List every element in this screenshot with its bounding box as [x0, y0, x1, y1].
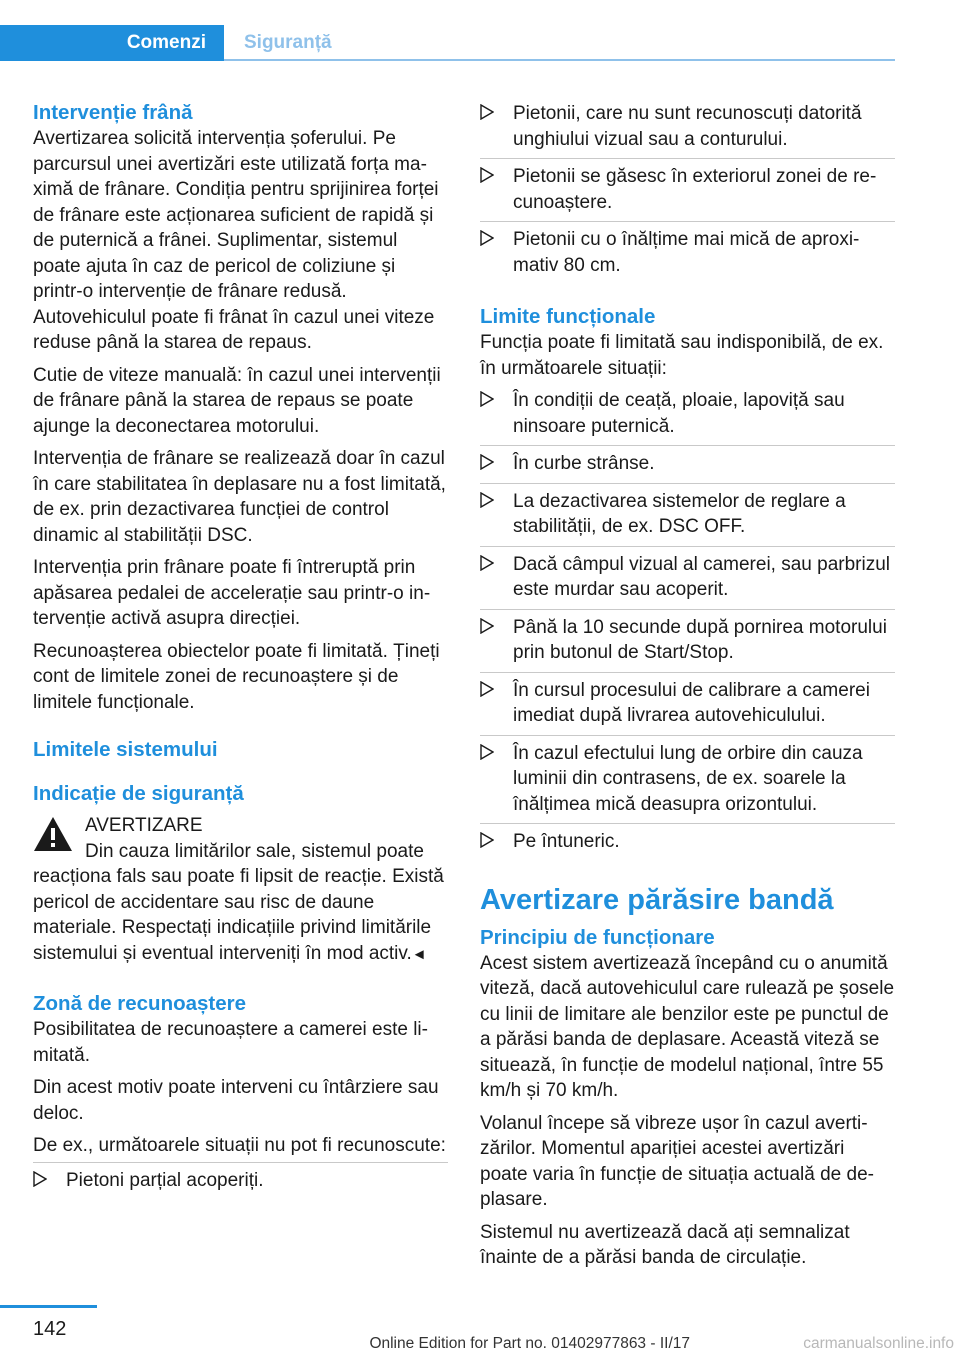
warning-text-line1: Din cauza limitărilor sale, sistemul poate [85, 840, 424, 862]
list-item: La dezactivarea sistemelor de reglare a stabilității, de ex. DSC OFF. [480, 483, 895, 546]
paragraph: Avertizarea solicită intervenția șoferului. Pe parcursul unei avertizări este utilizată forța maximă de frânare. Condiția pentru sprijinirea forței de frânare este acționarea suficient de rapidă și de puternică a frânei. Suplimentar, sistemul poate ajuta în caz de pericol de coliziune și printr-o intervenție de frânare redusă. Autovehiculul poate fi frânat în cazul unei viteze reduse până la starea de repaus. [33, 128, 439, 353]
tab-underline [224, 59, 895, 61]
triangle-bullet-icon [480, 230, 494, 246]
triangle-bullet-icon [480, 681, 494, 697]
paragraph: Posibilitatea de recunoaștere a camerei este limitată. [33, 1019, 428, 1066]
triangle-bullet-icon [480, 832, 494, 848]
list-item: Pietonii, care nu sunt recunoscuți datorită unghiului vizual sau a conturului. [480, 96, 895, 158]
list-item: Pietonii se găsesc în exteriorul zonei de recunoaștere. [480, 158, 895, 221]
bullet-list [480, 96, 895, 284]
right-column [480, 100, 895, 1278]
heading-zona-recunoastere: Zonă de recunoaștere [33, 992, 247, 1015]
heading-limitele-sistemului: Limitele sistemului [33, 738, 218, 761]
paragraph: Intervenția de frânare se realizează doar în cazul în care stabilitatea în deplasare nu a fost limitată, de ex. prin dezactivarea funcției de control dinamic al stabilității DSC. [33, 448, 446, 546]
heading-avertizare-parasire-banda: Avertizare părăsire bandă [480, 883, 834, 916]
triangle-bullet-icon [480, 492, 494, 508]
paragraph: Din acest motiv poate interveni cu întârziere sau deloc. [33, 1077, 439, 1124]
triangle-bullet-icon [33, 1171, 47, 1187]
warning-text: reacționa fals sau poate fi lipsit de reacție. Există pericol de accidentare sau risc de daune materiale. Respectați indicațiile privind limitările sistemului și eventual interveniți în mod activ.◄ [33, 866, 444, 964]
list-item: În condiții de ceață, ploaie, lapoviță sau ninsoare puternică. [480, 383, 895, 445]
list-item: În cazul efectului lung de orbire din cauza luminii din contrasens, de ex. soarele la înălțimea mică deasupra orizontului. [480, 735, 895, 824]
list-item: Pe întuneric. [480, 823, 895, 861]
watermark: carmanualsonline.info [803, 1335, 954, 1352]
list-item: Pietoni parțial acoperiți. [33, 1163, 448, 1200]
triangle-bullet-icon [480, 391, 494, 407]
tab-bar [0, 25, 895, 61]
warning-title: AVERTIZARE [85, 815, 203, 836]
footer-rule [0, 1305, 97, 1308]
tab-siguranta[interactable]: Siguranță [224, 25, 895, 61]
list-item: Dacă câmpul vizual al camerei, sau parbrizul este murdar sau acoperit. [480, 546, 895, 609]
paragraph: Funcția poate fi limitată sau indisponibilă, de ex. în următoarele situații: [480, 332, 884, 379]
paragraph: Acest sistem avertizează începând cu o anumită viteză, dacă autovehiculul care rulează pe șosele cu linii de limitare ale benzilor este pe punctul de a părăsi banda de deplasare. Această viteză se situează, în funcție de modelul național, între 55 km/h și 70 km/h. [480, 952, 895, 1101]
bullet-list [480, 383, 895, 861]
bullet-list [33, 1162, 448, 1200]
paragraph: Sistemul nu avertizează dacă ați semnalizat înainte de a părăsi banda de circulație. [480, 1221, 850, 1268]
paragraph: Intervenția prin frânare poate fi întreruptă prin apăsarea pedalei de accelerație sau printr-o intervenție activă asupra direcției. [33, 557, 431, 629]
warning-block [33, 813, 448, 967]
triangle-bullet-icon [480, 618, 494, 634]
paragraph: De ex., următoarele situații nu pot fi recunoscute: [33, 1135, 446, 1156]
paragraph: Recunoașterea obiectelor poate fi limitată. Țineți cont de limitele zonei de recunoaștere și de limitele funcționale. [33, 640, 440, 713]
footer-edition: Online Edition for Part no. 01402977863 - II/17 [369, 1335, 690, 1352]
tab-comenzi[interactable]: Comenzi [0, 25, 224, 61]
list-item: Până la 10 secunde după pornirea motorului prin butonul de Start/Stop. [480, 609, 895, 672]
heading-interventie-frana: Intervenție frână [33, 101, 193, 124]
list-item: În curbe strânse. [480, 445, 895, 483]
list-item: În cursul procesului de calibrare a camerei imediat după livrarea autovehiculului. [480, 672, 895, 735]
paragraph: Volanul începe să vibreze ușor în cazul avertizărilor. Momentul apariției acestei avertizări poate varia în funcție de situația actuală de deplasare. [480, 1112, 874, 1210]
end-mark: ◄ [411, 945, 427, 963]
paragraph: Cutie de viteze manuală: în cazul unei intervenții de frânare până la starea de repaus se poate ajunge la deconectarea motorului. [33, 364, 441, 437]
triangle-bullet-icon [480, 454, 494, 470]
triangle-bullet-icon [480, 555, 494, 571]
warning-triangle-icon [33, 816, 73, 852]
left-column [33, 100, 448, 1199]
triangle-bullet-icon [480, 167, 494, 183]
heading-principiu-functionare: Principiu de funcționare [480, 925, 715, 949]
triangle-bullet-icon [480, 744, 494, 760]
page-number: 142 [33, 1318, 67, 1340]
heading-limite-functionale: Limite funcționale [480, 305, 656, 328]
list-item: Pietonii cu o înălțime mai mică de aproximativ 80 cm. [480, 221, 895, 284]
heading-indicatie-siguranta: Indicație de siguranță [33, 782, 244, 805]
triangle-bullet-icon [480, 104, 494, 120]
